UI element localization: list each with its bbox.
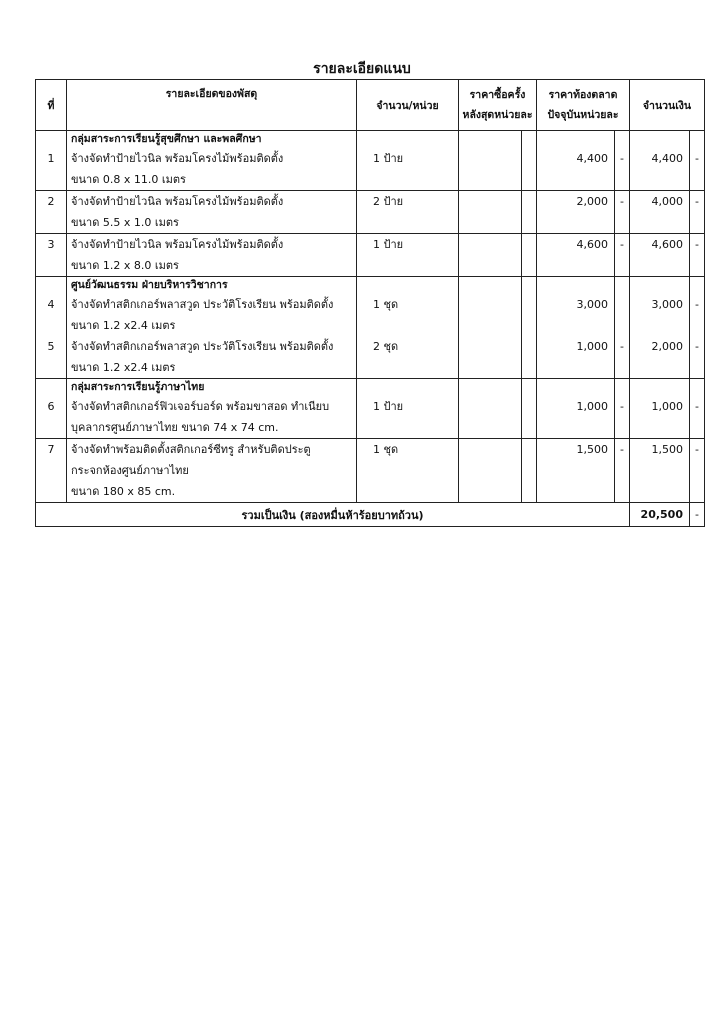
row-desc-line1: จ้างจัดทำป้ายไวนิล พร้อมโครงไม้พร้อมติดตั้ง: [71, 152, 284, 165]
row-desc-line1: จ้างจัดทำสติกเกอร์ฟิวเจอร์บอร์ด พร้อมขาสอด ทำเนียบ: [71, 400, 330, 413]
row-unit-price-dash: -: [620, 195, 624, 208]
row-desc-line2: กระจกห้องศูนย์ภาษาไทย: [71, 464, 189, 477]
row-amount: 4,600: [651, 238, 683, 251]
row-desc-line1: จ้างจัดทำพร้อมติดตั้งสติกเกอร์ซีทรู สำหรับติดประตู: [71, 443, 311, 456]
row-unit-price: 4,400: [576, 152, 608, 165]
row-amount: 2,000: [651, 340, 683, 353]
row-amount: 4,400: [651, 152, 683, 165]
row-desc-line2: บุคลากรศูนย์ภาษาไทย ขนาด 74 x 74 cm.: [71, 421, 279, 434]
header-last-price: [459, 80, 537, 131]
table-row: [36, 439, 705, 503]
total-amount: 20,500: [630, 503, 690, 527]
total-label: รวมเป็นเงิน (สองหมื่นห้าร้อยบาทถ้วน): [36, 503, 630, 527]
row-no: 2: [47, 195, 55, 208]
group-heading: กลุ่มสาระการเรียนรู้สุขศึกษา และพลศึกษา: [71, 133, 262, 145]
header-last-price-line1: ราคาซื้อครั้ง: [469, 89, 526, 101]
row-unit-price-dash: -: [620, 340, 624, 353]
page-title: รายละเอียดแนบ: [313, 61, 411, 77]
row-amount-dash: -: [695, 340, 699, 353]
row-desc-line3: ขนาด 180 x 85 cm.: [71, 485, 176, 498]
table-row: [36, 277, 705, 379]
row-unit-price: 3,000: [576, 298, 608, 311]
row-no: 3: [47, 238, 55, 251]
table-row: [36, 191, 705, 234]
row-desc-line2: ขนาด 5.5 x 1.0 เมตร: [71, 216, 179, 229]
row-no: 5: [47, 340, 55, 353]
total-amount-dash: -: [690, 503, 705, 527]
group-heading: กลุ่มสาระการเรียนรู้ภาษาไทย: [71, 381, 205, 393]
row-desc-line2: ขนาด 0.8 x 11.0 เมตร: [71, 173, 186, 186]
row-no: 6: [47, 400, 55, 413]
header-qty: จำนวน/หน่วย: [357, 80, 459, 131]
row-qty: 2 ป้าย: [373, 195, 404, 208]
total-row: [36, 503, 705, 527]
row-desc-line1: จ้างจัดทำป้ายไวนิล พร้อมโครงไม้พร้อมติดตั้ง: [71, 195, 284, 208]
row-unit-price: 1,000: [576, 400, 608, 413]
row-qty: 1 ชุด: [373, 443, 399, 456]
group-heading: ศูนย์วัฒนธรรม ฝ่ายบริหารวิชาการ: [71, 279, 228, 291]
row-qty: 1 ป้าย: [373, 152, 404, 165]
row-no: 1: [47, 152, 55, 165]
row-qty: 1 ป้าย: [373, 238, 404, 251]
row-unit-price: 2,000: [576, 195, 608, 208]
row-unit-price: 1,000: [576, 340, 608, 353]
row-amount: 3,000: [651, 298, 683, 311]
header-market-price: [537, 80, 630, 131]
row-desc-line1: จ้างจัดทำสติกเกอร์พลาสวูด ประวัติโรงเรียน พร้อมติดตั้ง: [71, 340, 334, 353]
row-amount-dash: -: [695, 298, 699, 311]
row-amount-dash: -: [695, 238, 699, 251]
header-last-price-line2: หลังสุดหน่วยละ: [462, 109, 533, 121]
table-row: [36, 234, 705, 277]
row-amount: 1,000: [651, 400, 683, 413]
header-row: [36, 80, 705, 131]
table-row: [36, 131, 705, 191]
row-qty: 1 ชุด: [373, 298, 399, 311]
row-qty: 2 ชุด: [373, 340, 399, 353]
header-market-price-line1: ราคาท้องตลาด: [548, 89, 618, 101]
row-unit-price-dash: -: [620, 152, 624, 165]
row-no: 7: [47, 443, 55, 456]
row-unit-price: 4,600: [576, 238, 608, 251]
row-desc-line1: จ้างจัดทำป้ายไวนิล พร้อมโครงไม้พร้อมติดตั้ง: [71, 238, 284, 251]
row-desc-line1: จ้างจัดทำสติกเกอร์พลาสวูด ประวัติโรงเรียน พร้อมติดตั้ง: [71, 298, 334, 311]
detail-table: [35, 79, 705, 527]
row-unit-price: 1,500: [576, 443, 608, 456]
row-qty: 1 ป้าย: [373, 400, 404, 413]
header-market-price-line2: ปัจจุบันหน่วยละ: [547, 109, 619, 121]
header-no: ที่: [36, 80, 67, 131]
row-unit-price-dash: -: [620, 238, 624, 251]
row-no: 4: [47, 298, 55, 311]
header-desc: รายละเอียดของพัสดุ: [67, 80, 357, 131]
row-desc-line2: ขนาด 1.2 x2.4 เมตร: [71, 361, 176, 374]
row-unit-price-dash: -: [620, 400, 624, 413]
row-unit-price-dash: -: [620, 443, 624, 456]
row-amount: 4,000: [651, 195, 683, 208]
row-amount-dash: -: [695, 400, 699, 413]
row-amount-dash: -: [695, 195, 699, 208]
row-amount: 1,500: [651, 443, 683, 456]
row-amount-dash: -: [695, 443, 699, 456]
row-desc-line2: ขนาด 1.2 x 8.0 เมตร: [71, 259, 179, 272]
row-desc-line2: ขนาด 1.2 x2.4 เมตร: [71, 319, 176, 332]
header-amount: จำนวนเงิน: [630, 80, 705, 131]
table-row: [36, 379, 705, 439]
row-amount-dash: -: [695, 152, 699, 165]
